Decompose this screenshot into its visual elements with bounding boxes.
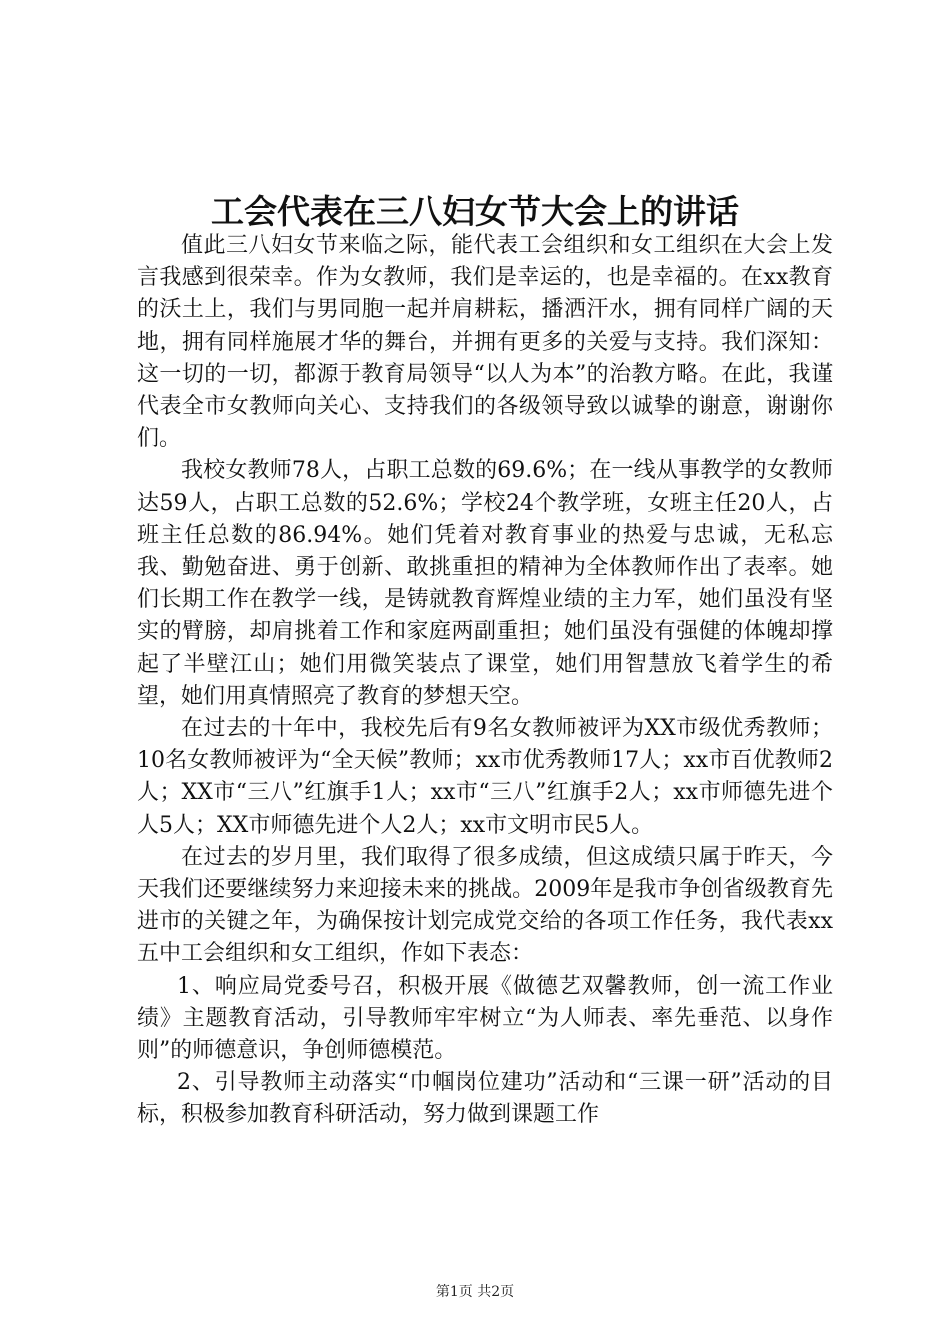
paragraph-pledge-item-1: 1、响应局党委号召，积极开展《做德艺双馨教师，创一流工作业绩》主题教育活动，引导教师牢牢树立“为人师表、率先垂范、以身作则”的师德意识，争创师德模范。 (137, 973, 833, 1064)
paragraph-pledge-item-2: 2、引导教师主动落实“巾帼岗位建功”活动和“三课一研”活动的目标，积极参加教育科研活动，努力做到课题工作 (137, 1070, 833, 1128)
document-title: 工会代表在三八妇女节大会上的讲话 (211, 192, 739, 231)
paragraph-statistics: 我校女教师78人，占职工总数的69.6%；在一线从事教学的女教师达59人，占职工总数的52.6%；学校24个教学班，女班主任20人，占班主任总数的86.94%。她们凭着对教育事业的热爱与忠诚，无私忘我、勤勉奋进、勇于创新、敢挑重担的精神为全体教师作出了表率。她们长期工作在教学一线，是铸就教育辉煌业绩的主力军，她们虽没有坚实的臂膀，却肩挑着工作和家庭两副重担；她们虽没有强健的体魄却撑起了半壁江山；她们用微笑装点了课堂，她们用智慧放飞着学生的希望，她们用真情照亮了教育的梦想天空。 (137, 458, 833, 709)
paragraph-intro: 值此三八妇女节来临之际，能代表工会组织和女工组织在大会上发言我感到很荣幸。作为女教师，我们是幸运的，也是幸福的。在xx教育的沃土上，我们与男同胞一起并肩耕耘，播洒汗水，拥有同样广阔的天地，拥有同样施展才华的舞台，并拥有更多的关爱与支持。我们深知：这一切的一切，都源于教育局领导“以人为本”的治教方略。在此，我谨代表全市女教师向关心、支持我们的各级领导致以诚挚的谢意，谢谢你们。 (137, 233, 833, 452)
paragraph-pledge-intro: 在过去的岁月里，我们取得了很多成绩，但这成绩只属于昨天，今天我们还要继续努力来迎接未来的挑战。2009年是我市争创省级教育先进市的关键之年，为确保按计划完成党交给的各项工作任务，我代表xx五中工会组织和女工组织，作如下表态： (137, 844, 833, 967)
paragraph-honors: 在过去的十年中，我校先后有9名女教师被评为XX市级优秀教师；10名女教师被评为“全天候”教师；xx市优秀教师17人；xx市百优教师2人；XX市“三八”红旗手1人；xx市“三八”红旗手2人；xx市师德先进个人5人；XX市师德先进个人2人；xx市文明市民5人。 (137, 716, 833, 838)
page-number-footer: 第1页 共2页 (435, 1284, 515, 1300)
document-body (137, 230, 833, 1132)
